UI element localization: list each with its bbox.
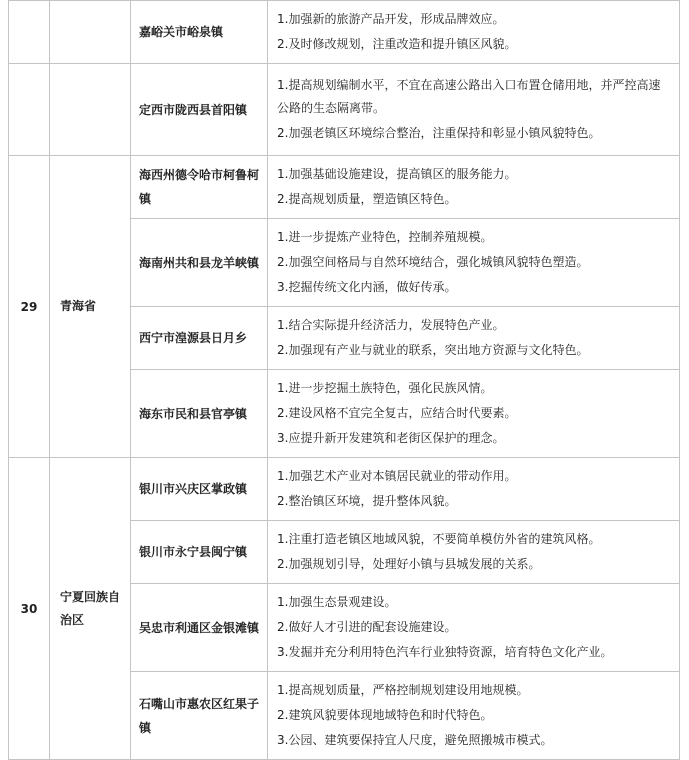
table-row xyxy=(9,64,680,156)
measure-item: 2.建筑风貌要体现地域特色和时代特色。 xyxy=(277,708,493,722)
empty-province-cell xyxy=(50,1,131,64)
measure-item: 1.结合实际提升经济活力，发展特色产业。 xyxy=(277,318,505,332)
town-name: 吴忠市利通区金银滩镇 xyxy=(131,584,268,672)
measure-item: 1.进一步挖掘土族特色，强化民族风情。 xyxy=(277,381,493,395)
measure-item: 1.加强生态景观建设。 xyxy=(277,595,397,609)
measures-cell xyxy=(268,307,680,370)
measure-item: 1.加强新的旅游产品开发，形成品牌效应。 xyxy=(277,12,505,26)
town-name: 海东市民和县官亭镇 xyxy=(131,370,268,458)
town-name: 定西市陇西县首阳镇 xyxy=(131,64,268,156)
measure-item: 2.加强现有产业与就业的联系，突出地方资源与文化特色。 xyxy=(277,343,589,357)
table-row xyxy=(9,1,680,64)
measure-item: 2.做好人才引进的配套设施建设。 xyxy=(277,620,457,634)
empty-number-cell xyxy=(9,64,50,156)
measures-cell xyxy=(268,521,680,584)
town-name: 海南州共和县龙羊峡镇 xyxy=(131,219,268,307)
row-number: 30 xyxy=(9,458,50,760)
measures-cell xyxy=(268,370,680,458)
measure-item: 2.建设风格不宜完全复古，应结合时代要素。 xyxy=(277,406,517,420)
measure-item: 1.加强基础设施建设，提高镇区的服务能力。 xyxy=(277,167,517,181)
measures-cell xyxy=(268,219,680,307)
table-row xyxy=(9,156,680,219)
measure-item: 2.加强空间格局与自然环境结合，强化城镇风貌特色塑造。 xyxy=(277,255,589,269)
measure-item: 2.提高规划质量，塑造镇区特色。 xyxy=(277,192,457,206)
measure-item: 1.进一步提炼产业特色，控制养殖规模。 xyxy=(277,230,493,244)
province-name: 青海省 xyxy=(50,156,131,458)
empty-number-cell xyxy=(9,1,50,64)
town-measures-table xyxy=(8,0,680,760)
town-name: 海西州德令哈市柯鲁柯镇 xyxy=(131,156,268,219)
row-number: 29 xyxy=(9,156,50,458)
measure-item: 3.挖掘传统文化内涵，做好传承。 xyxy=(277,280,457,294)
measure-item: 3.应提升新开发建筑和老街区保护的理念。 xyxy=(277,431,505,445)
town-name: 西宁市湟源县日月乡 xyxy=(131,307,268,370)
measure-item: 3.公园、建筑要保持宜人尺度，避免照搬城市模式。 xyxy=(277,733,553,747)
measure-item: 1.注重打造老镇区地域风貌，不要简单模仿外省的建筑风格。 xyxy=(277,532,601,546)
measure-item: 1.加强艺术产业对本镇居民就业的带动作用。 xyxy=(277,469,517,483)
town-name: 银川市永宁县闽宁镇 xyxy=(131,521,268,584)
empty-province-cell xyxy=(50,64,131,156)
measures-cell xyxy=(268,156,680,219)
measure-item: 2.整治镇区环境，提升整体风貌。 xyxy=(277,494,457,508)
measures-cell xyxy=(268,672,680,760)
measure-item: 3.发掘并充分利用特色汽车行业独特资源，培育特色文化产业。 xyxy=(277,645,613,659)
measure-item: 2.加强老镇区环境综合整治，注重保持和彰显小镇风貌特色。 xyxy=(277,126,601,140)
province-name: 宁夏回族自治区 xyxy=(50,458,131,760)
measure-item: 1.提高规划质量，严格控制规划建设用地规模。 xyxy=(277,683,529,697)
measures-cell xyxy=(268,458,680,521)
town-name: 嘉峪关市峪泉镇 xyxy=(131,1,268,64)
town-name: 银川市兴庆区掌政镇 xyxy=(131,458,268,521)
measures-cell xyxy=(268,584,680,672)
measures-cell xyxy=(268,1,680,64)
measure-item: 1.提高规划编制水平，不宜在高速公路出入口布置仓储用地，并严控高速公路的生态隔离带。 xyxy=(277,78,661,115)
town-name: 石嘴山市惠农区红果子镇 xyxy=(131,672,268,760)
measure-item: 2.加强规划引导，处理好小镇与县城发展的关系。 xyxy=(277,557,541,571)
measures-cell xyxy=(268,64,680,156)
measure-item: 2.及时修改规划，注重改造和提升镇区风貌。 xyxy=(277,37,517,51)
table-row xyxy=(9,458,680,521)
